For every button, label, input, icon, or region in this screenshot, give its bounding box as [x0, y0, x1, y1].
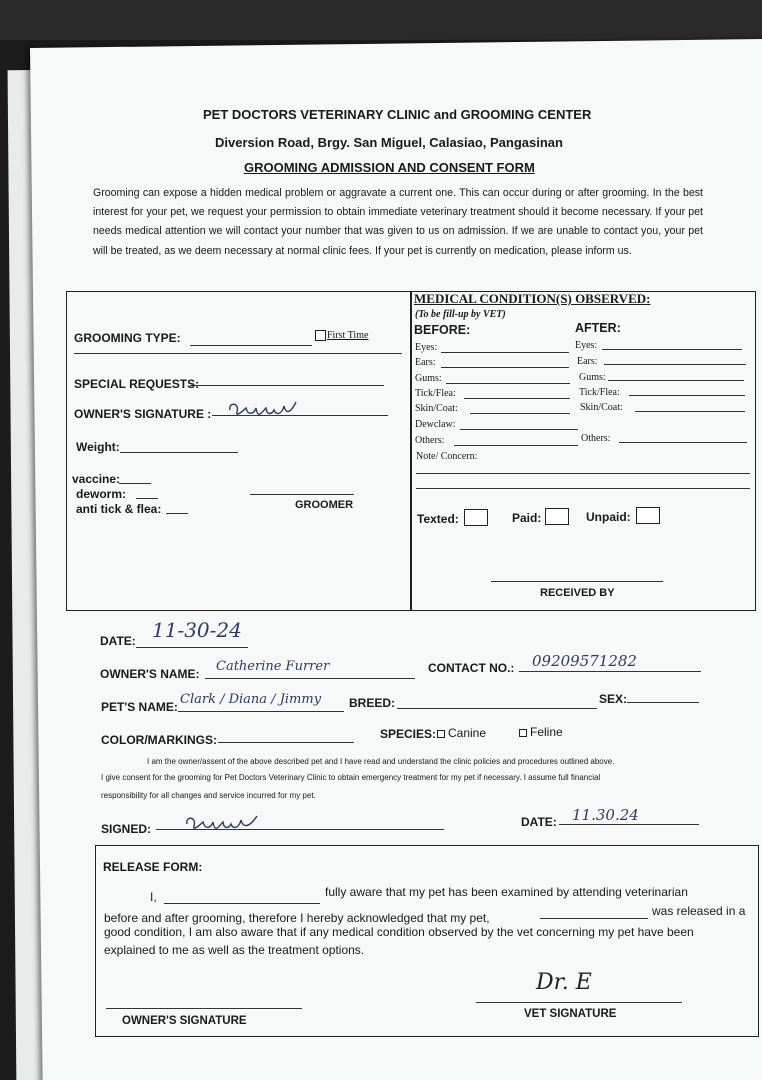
owner-signature-line[interactable]	[106, 1008, 302, 1009]
consent-line-1: I am the owner/assent of the above described pet and I have read and understand the clinic policies and procedures outlined above.	[147, 757, 615, 766]
medical-condition-title: MEDICAL CONDITION(S) OBSERVED:	[414, 291, 651, 306]
intro-paragraph: Grooming can expose a hidden medical problem or aggravate a current one. This can occur during or after grooming. In the best interest for your pet, we request your permission to obtain immediate veterinary treatment should it become necessary. If your pet needs medical attention we will contact your number that was given to us on admission. If we are unable to contact you, your pet will be treated, as we deem necessary at normal clinic fees. If your pet is currently on medication, please inform us.	[93, 187, 703, 257]
color-markings-field[interactable]	[218, 742, 354, 743]
vet-fill-note: (To be fill-up by VET)	[415, 309, 506, 320]
before-gums-field[interactable]	[446, 383, 570, 384]
after-ears-field[interactable]	[604, 364, 746, 365]
owners-name-label: OWNER'S NAME:	[100, 667, 200, 681]
grooming-type-extra-line	[74, 353, 402, 354]
feline-checkbox[interactable]	[519, 729, 527, 737]
owner-signature-label: OWNER'S SIGNATURE	[122, 1015, 247, 1027]
consent-date-value: 11.30.24	[572, 806, 639, 824]
paid-label: Paid:	[512, 511, 542, 525]
breed-label: BREED:	[349, 696, 396, 710]
contact-field[interactable]	[519, 671, 701, 672]
consent-line-2: I give consent for the grooming for Pet Doctors Veterinary Clinic to obtain emergency treatment for my pet if necessary. I assume full financial	[101, 773, 601, 782]
before-others-field[interactable]	[454, 445, 578, 446]
feline-label: Feline	[530, 725, 563, 739]
special-requests-field[interactable]	[190, 385, 384, 386]
color-markings-label: COLOR/MARKINGS:	[101, 733, 217, 747]
owners-signature-label: OWNER'S SIGNATURE :	[74, 407, 212, 421]
first-time-label: First Time	[327, 330, 369, 341]
release-line-2-start: before and after grooming, therefore I hereby acknowledged that my pet,	[104, 911, 490, 925]
texted-checkbox[interactable]	[464, 509, 488, 526]
before-skincoat-label: Skin/Coat:	[415, 403, 458, 414]
scan-background	[0, 0, 762, 40]
vaccine-label: vaccine:	[72, 472, 121, 486]
after-gums-field[interactable]	[608, 380, 744, 381]
note-line-2[interactable]	[416, 488, 750, 489]
after-ears-label: Ears:	[577, 356, 598, 367]
anti-tick-label: anti tick & flea:	[76, 502, 162, 516]
weight-label: Weight:	[76, 440, 120, 454]
canine-label: Canine	[448, 726, 487, 740]
form-title: GROOMING ADMISSION AND CONSENT FORM	[244, 160, 535, 175]
after-skincoat-label: Skin/Coat:	[580, 402, 623, 413]
clinic-address: Diversion Road, Brgy. San Miguel, Calasiao, Pangasinan	[215, 135, 563, 150]
sex-field[interactable]	[627, 702, 699, 703]
vaccine-field[interactable]	[119, 483, 151, 484]
received-by-line[interactable]	[491, 581, 663, 582]
after-eyes-field[interactable]	[602, 349, 742, 350]
before-eyes-label: Eyes:	[415, 342, 438, 353]
after-eyes-label: Eyes:	[575, 340, 598, 351]
owner-signature-scribble	[226, 398, 302, 422]
before-dewclaw-label: Dewclaw:	[415, 419, 456, 430]
pets-name-label: PET'S NAME:	[101, 700, 178, 714]
pets-name-field[interactable]	[178, 711, 344, 712]
before-skincoat-field[interactable]	[470, 413, 570, 414]
before-label: BEFORE:	[414, 323, 471, 337]
texted-label: Texted:	[417, 512, 459, 526]
vet-signature-label: VET SIGNATURE	[524, 1008, 617, 1020]
owners-name-value: Catherine Furrer	[216, 659, 330, 674]
before-dewclaw-field[interactable]	[460, 429, 578, 430]
release-line-1-start: I,	[150, 890, 157, 904]
after-tickflea-field[interactable]	[629, 395, 745, 396]
paid-checkbox[interactable]	[545, 508, 569, 525]
before-ears-label: Ears:	[415, 357, 436, 368]
signed-label: SIGNED:	[101, 822, 152, 836]
consent-date-field[interactable]	[559, 824, 699, 825]
contact-label: CONTACT NO.:	[428, 661, 515, 675]
consent-date-label: DATE:	[521, 815, 557, 829]
special-requests-label: SPECIAL REQUESTS:	[74, 377, 200, 391]
received-by-label: RECEIVED BY	[540, 587, 615, 599]
vet-signature-line[interactable]	[476, 1002, 682, 1003]
after-tickflea-label: Tick/Flea:	[579, 387, 620, 398]
weight-field[interactable]	[120, 452, 238, 453]
date-label: DATE:	[100, 634, 136, 648]
canine-checkbox[interactable]	[437, 730, 445, 738]
date-field[interactable]	[136, 647, 248, 648]
unpaid-label: Unpaid:	[586, 510, 631, 524]
sex-label: SEX:	[599, 692, 628, 706]
after-label: AFTER:	[575, 321, 621, 335]
after-skincoat-field[interactable]	[635, 411, 745, 412]
deworm-field[interactable]	[136, 498, 158, 499]
panel-divider	[410, 291, 412, 611]
owners-name-field[interactable]	[205, 678, 415, 679]
groomer-label: GROOMER	[295, 499, 354, 511]
contact-value: 09209571282	[532, 652, 637, 670]
signed-signature-scribble	[183, 813, 263, 835]
before-gums-label: Gums:	[415, 373, 442, 384]
release-line-4: explained to me as well as the treatment options.	[104, 943, 365, 957]
pets-name-value: Clark / Diana / Jimmy	[180, 692, 322, 707]
grooming-type-field[interactable]	[190, 345, 312, 346]
after-gums-label: Gums:	[579, 372, 606, 383]
after-others-field[interactable]	[619, 442, 747, 443]
anti-tick-field[interactable]	[166, 513, 188, 514]
breed-field[interactable]	[397, 708, 597, 709]
release-line-1-end: fully aware that my pet has been examined by attending veterinarian	[325, 885, 688, 899]
consent-line-3: responsibility for all changes and service incurred for my pet.	[101, 791, 316, 800]
clinic-name: PET DOCTORS VETERINARY CLINIC and GROOMING CENTER	[203, 107, 592, 122]
before-tickflea-field[interactable]	[464, 398, 570, 399]
before-others-label: Others:	[415, 435, 445, 446]
grooming-type-label: GROOMING TYPE:	[74, 331, 181, 345]
note-line-1[interactable]	[416, 473, 750, 474]
vet-signature-mark: Dr. E	[536, 970, 592, 995]
deworm-label: deworm:	[76, 487, 127, 501]
species-label: SPECIES:	[380, 727, 437, 741]
release-pet-name-field[interactable]	[540, 918, 648, 919]
note-concern-label: Note/ Concern:	[416, 451, 478, 462]
release-owner-name-field[interactable]	[164, 903, 320, 904]
unpaid-checkbox[interactable]	[636, 507, 660, 524]
before-tickflea-label: Tick/Flea:	[415, 388, 456, 399]
release-form-title: RELEASE FORM:	[103, 860, 203, 874]
after-others-label: Others:	[581, 433, 611, 444]
release-line-2-end: was released in a	[652, 904, 746, 918]
date-value: 11-30-24	[152, 618, 242, 642]
groomer-signature-line[interactable]	[250, 494, 354, 495]
first-time-checkbox[interactable]	[315, 330, 326, 341]
before-eyes-field[interactable]	[441, 352, 569, 353]
release-line-3: good condition, I am also aware that if any medical condition observed by the vet concerning my pet have been	[104, 925, 694, 939]
before-ears-field[interactable]	[441, 367, 569, 368]
